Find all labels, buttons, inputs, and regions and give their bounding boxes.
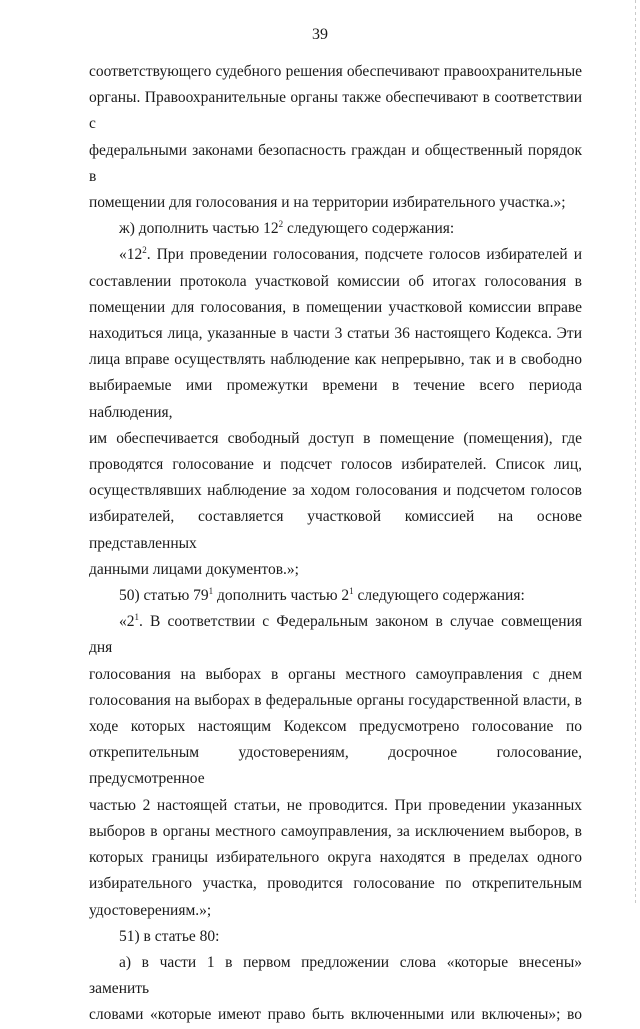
- text-line: открепительным удостоверениям, досрочное голосование, предусмотренное: [89, 744, 582, 788]
- text-line: избирательного участка, проводится голосование по открепительным: [89, 875, 582, 893]
- text-line: выборов в органы местного самоуправления, за исключением выборов, в: [89, 822, 582, 840]
- text-line: которых границы избирательного округа находятся в пределах одного: [89, 849, 582, 867]
- text-line: соответствующего судебного решения обеспечивают правоохранительные: [89, 63, 582, 80]
- text-line: голосования на выборах в органы местного самоуправления с днем: [89, 665, 582, 683]
- text-line: голосования на выборах в федеральные органы государственной власти, в: [89, 691, 582, 709]
- superscript: 1: [208, 586, 214, 597]
- paragraph-item-a: [89, 950, 582, 1029]
- paragraph-part-12-2: [89, 242, 582, 583]
- page-edge: [635, 0, 636, 905]
- text-line: им обеспечивается свободный доступ в помещение (помещения), где: [89, 429, 582, 447]
- text-line: словами «которые имеют право быть включенными или включены»; во: [89, 1006, 582, 1024]
- text-line: «$2^1$. В соответствии с Федеральным законом в случае совмещения дня: [89, 612, 582, 657]
- text-line: а) в части 1 в первом предложении слова «которые внесены» заменить: [89, 953, 582, 998]
- paragraph-item-51: [89, 924, 582, 950]
- text-line: 50) статью $79^1$ дополнить частью $2^1$ следующего содержания:: [119, 586, 525, 605]
- superscript: 2: [142, 245, 147, 256]
- text-line: федеральными законами безопасность граждан и общественный порядок в: [89, 141, 582, 185]
- text-line: частью 2 настоящей статьи, не проводится. При проведении указанных: [89, 796, 582, 814]
- paragraph-part-2-1: [89, 609, 582, 923]
- superscript: 1: [134, 612, 139, 623]
- document-body: [89, 59, 582, 1029]
- text-line: данными лицами документов.»;: [89, 560, 299, 578]
- text-line: ходе которых настоящим Кодексом предусмотрено голосование по: [89, 718, 582, 736]
- text-line: проводятся голосование и подсчет голосов избирателей. Список лиц,: [89, 456, 582, 474]
- text-line: выбираемые ими промежутки времени в течение всего периода наблюдения,: [89, 377, 582, 421]
- text-line: органы. Правоохранительные органы также обеспечивают в соответствии с: [89, 89, 582, 133]
- text-line: помещении для голосования и на территории избирательного участка.»;: [89, 194, 566, 212]
- text-line: удостоверениям.»;: [89, 901, 212, 919]
- text-line: избирателей, составляется участковой комиссией на основе представленных: [89, 508, 582, 552]
- page-number: 39: [312, 26, 328, 43]
- text-line: 51) в статье 80:: [119, 927, 220, 945]
- text-line: составлении протокола участковой комиссии об итогах голосования в: [89, 272, 582, 290]
- superscript: 2: [278, 219, 284, 230]
- text-line: находиться лица, указанные в части 3 статьи 36 настоящего Кодекса. Эти: [89, 325, 582, 343]
- text-line: осуществлявших наблюдение за ходом голосования и подсчетом голосов: [89, 482, 582, 500]
- text-line: помещении для голосования, в помещении участковой комиссии вправе: [89, 298, 582, 316]
- paragraph-continuation: [89, 59, 582, 216]
- text-line: «$12^2$. При проведении голосования, подсчете голосов избирателей и: [119, 245, 582, 264]
- paragraph-item-zh: [89, 216, 582, 242]
- text-line: лица вправе осуществлять наблюдение как непрерывно, так и в свободно: [89, 351, 582, 369]
- paragraph-item-50: [89, 583, 582, 609]
- superscript: 1: [349, 586, 354, 597]
- text-line: ж) дополнить частью $12^2$ следующего содержания:: [119, 219, 455, 238]
